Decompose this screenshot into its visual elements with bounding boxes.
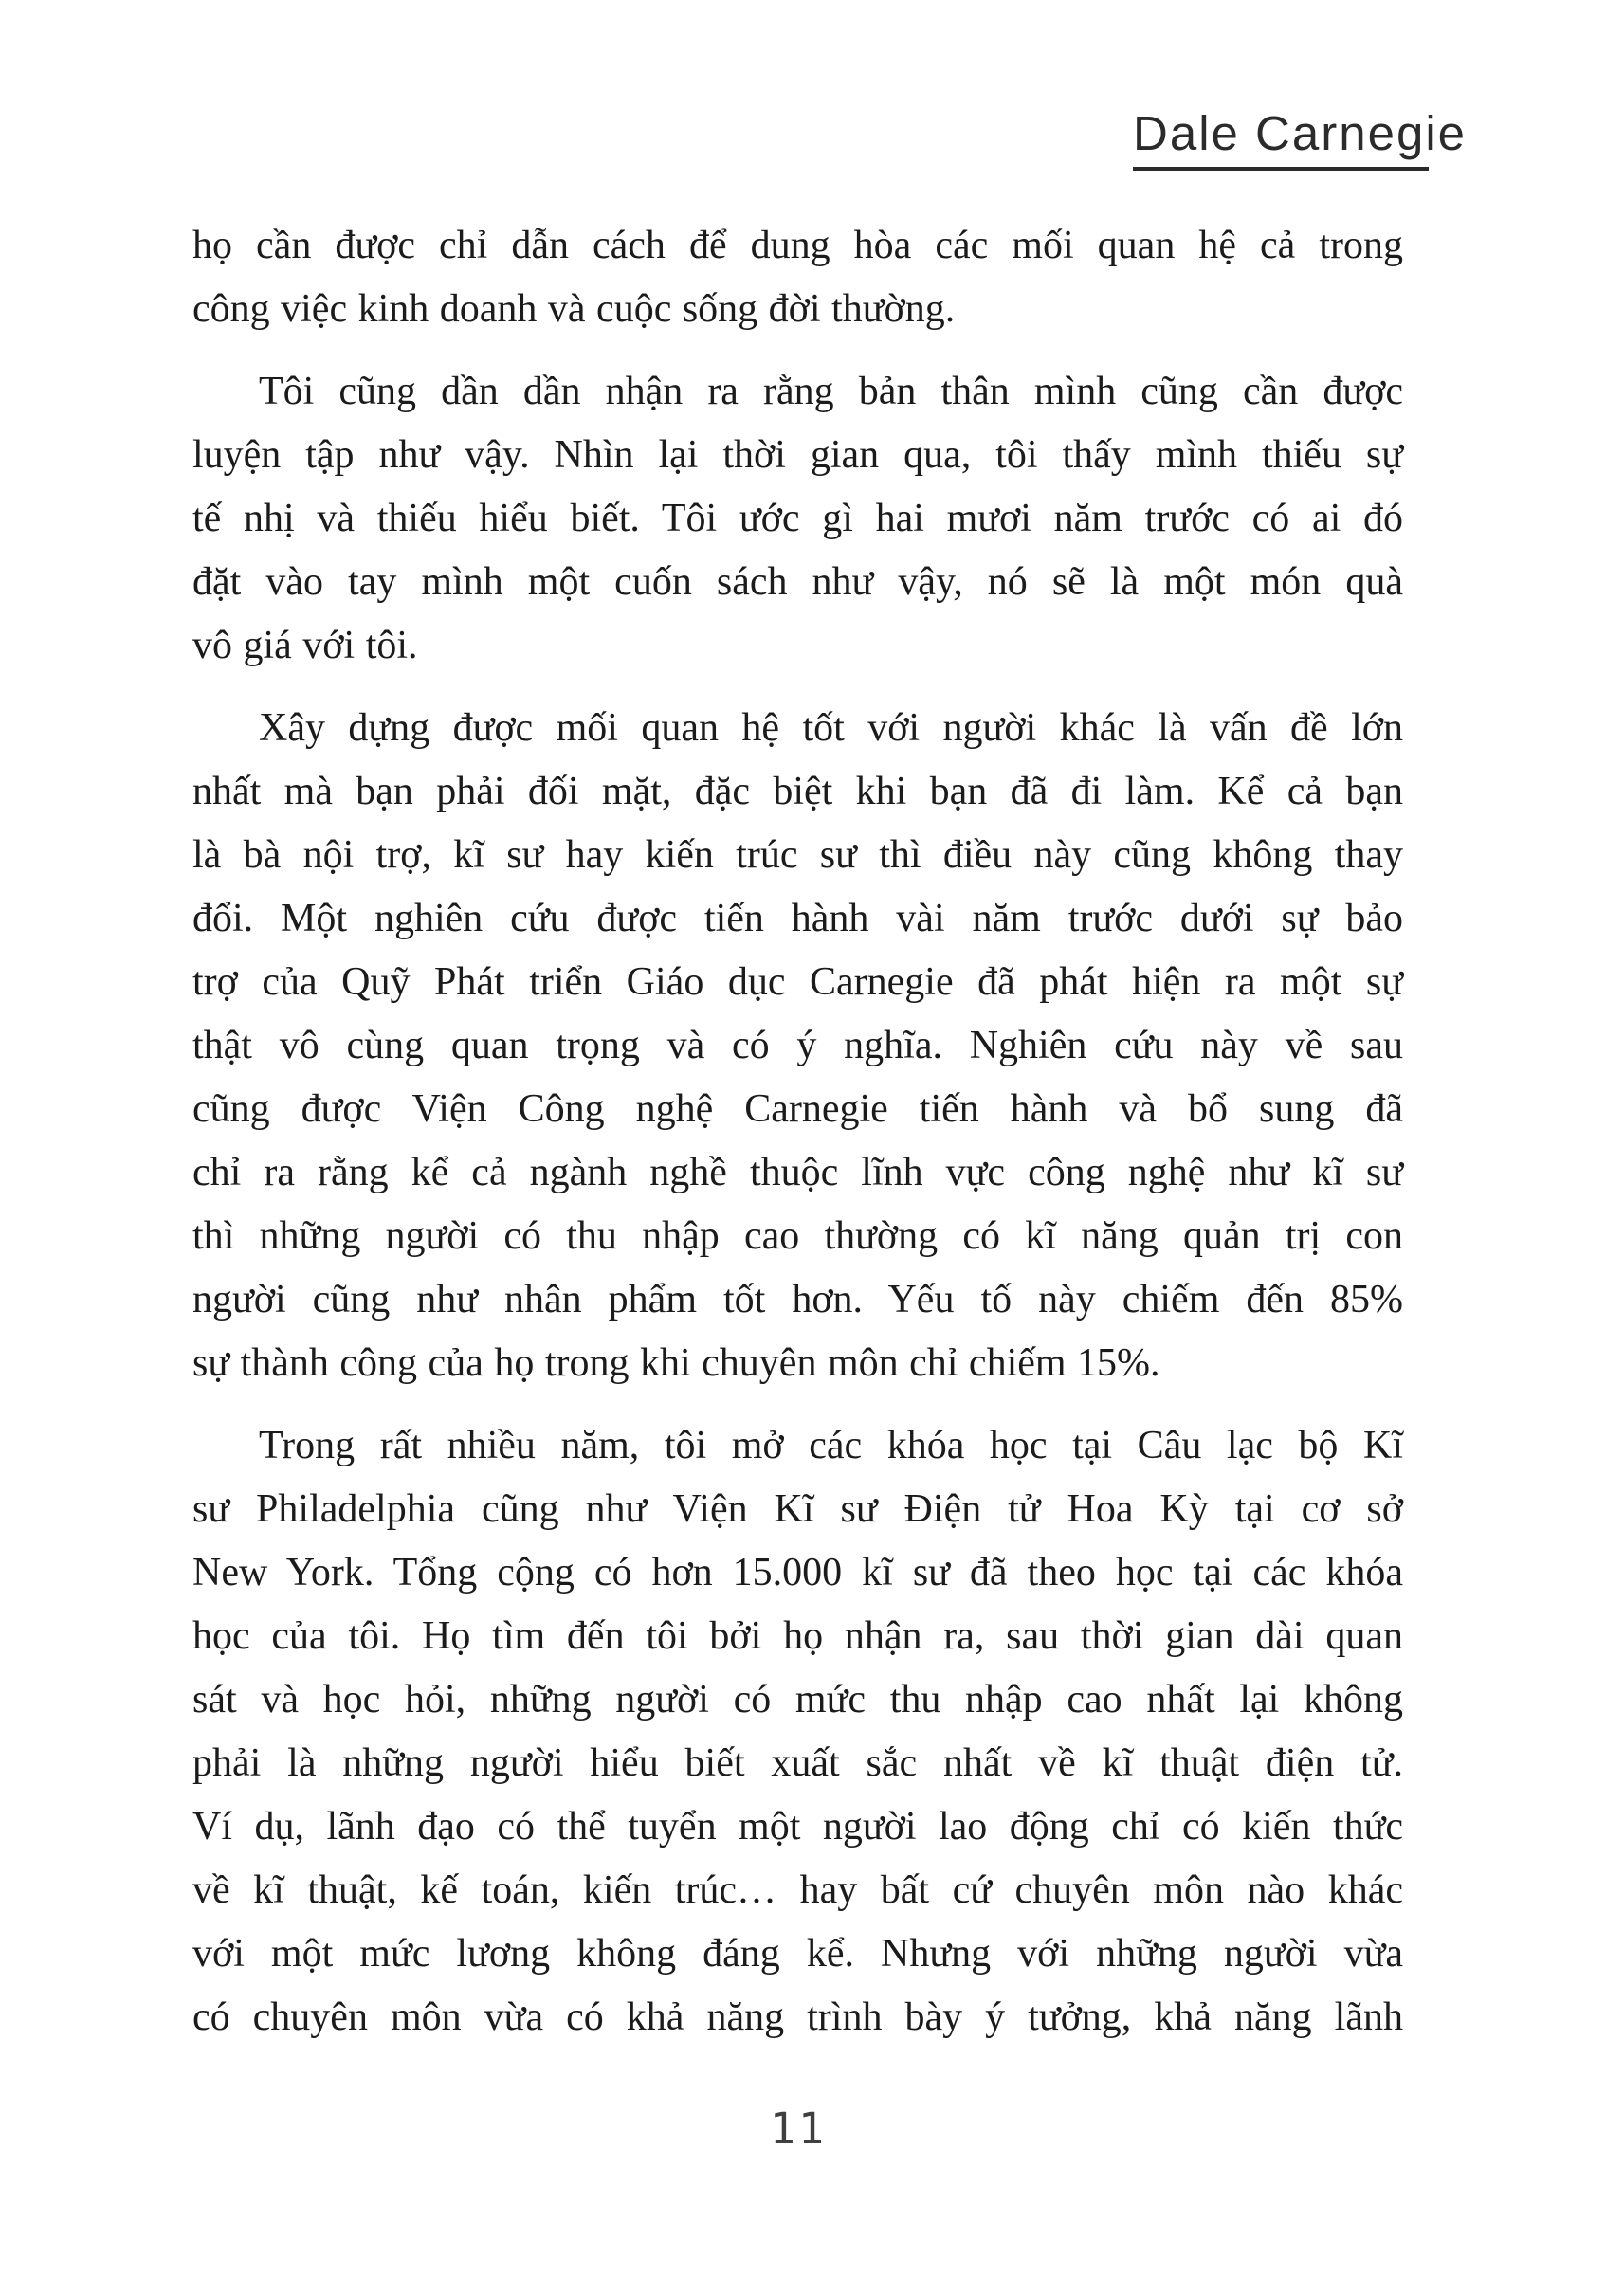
text-line: đổi. Một nghiên cứu được tiến hành vài năm trước dưới sự bảo [192,897,1403,940]
text-line: về kĩ thuật, kế toán, kiến trúc… hay bất cứ chuyên môn nào khác [192,1868,1403,1912]
header-rule [1133,167,1429,171]
text-line: vô giá với tôi. [192,624,418,667]
body-text [192,214,1403,2049]
text-line: chỉ ra rằng kể cả ngành nghề thuộc lĩnh vực công nghệ như kĩ sư [192,1151,1403,1194]
text-line: trợ của Quỹ Phát triển Giáo dục Carnegie đã phát hiện ra một sự [192,960,1403,1004]
text-line: thật vô cùng quan trọng và có ý nghĩa. Nghiên cứu này về sau [192,1024,1403,1067]
text-line: sư Philadelphia cũng như Viện Kĩ sư Điện tử Hoa Kỳ tại cơ sở [192,1487,1403,1531]
text-line: nhất mà bạn phải đối mặt, đặc biệt khi bạn đã đi làm. Kể cả bạn [192,770,1403,813]
text-line: học của tôi. Họ tìm đến tôi bởi họ nhận ra, sau thời gian dài quan [192,1614,1403,1658]
page-number: 11 [769,2104,828,2154]
text-line: có chuyên môn vừa có khả năng trình bày ý tưởng, khả năng lãnh [192,1995,1403,2039]
paragraph [192,1414,1403,2049]
text-line: tế nhị và thiếu hiểu biết. Tôi ước gì hai mươi năm trước có ai đó [192,497,1403,540]
text-line: luyện tập như vậy. Nhìn lại thời gian qua, tôi thấy mình thiếu sự [192,433,1403,477]
paragraph [192,360,1403,678]
text-line: đặt vào tay mình một cuốn sách như vậy, nó sẽ là một món quà [192,560,1403,604]
text-line: sát và học hỏi, những người có mức thu nhập cao nhất lại không [192,1678,1403,1721]
text-line: với một mức lương không đáng kể. Nhưng với những người vừa [192,1932,1403,1976]
text-line: cũng được Viện Công nghệ Carnegie tiến hành và bổ sung đã [192,1087,1403,1131]
text-line: Trong rất nhiều năm, tôi mở các khóa học tại Câu lạc bộ Kĩ [259,1424,1403,1467]
running-header-author: Dale Carnegie [1133,106,1468,160]
text-line: người cũng như nhân phẩm tốt hơn. Yếu tố này chiếm đến 85% [192,1278,1403,1321]
text-line: Ví dụ, lãnh đạo có thể tuyển một người lao động chỉ có kiến thức [192,1805,1403,1849]
text-line: là bà nội trợ, kĩ sư hay kiến trúc sư thì điều này cũng không thay [192,833,1403,877]
paragraph [192,697,1403,1395]
text-line: Xây dựng được mối quan hệ tốt với người khác là vấn đề lớn [259,706,1403,750]
text-line: phải là những người hiểu biết xuất sắc nhất về kĩ thuật điện tử. [192,1741,1403,1785]
text-line: New York. Tổng cộng có hơn 15.000 kĩ sư đã theo học tại các khóa [192,1551,1403,1594]
text-line: thì những người có thu nhập cao thường có kĩ năng quản trị con [192,1214,1403,1258]
text-line: công việc kinh doanh và cuộc sống đời thường. [192,287,956,331]
text-line: họ cần được chỉ dẫn cách để dung hòa các mối quan hệ cả trong [192,224,1403,267]
text-line: sự thành công của họ trong khi chuyên môn chỉ chiếm 15%. [192,1341,1160,1385]
text-line: Tôi cũng dần dần nhận ra rằng bản thân mình cũng cần được [259,370,1403,413]
paragraph [192,214,1403,341]
